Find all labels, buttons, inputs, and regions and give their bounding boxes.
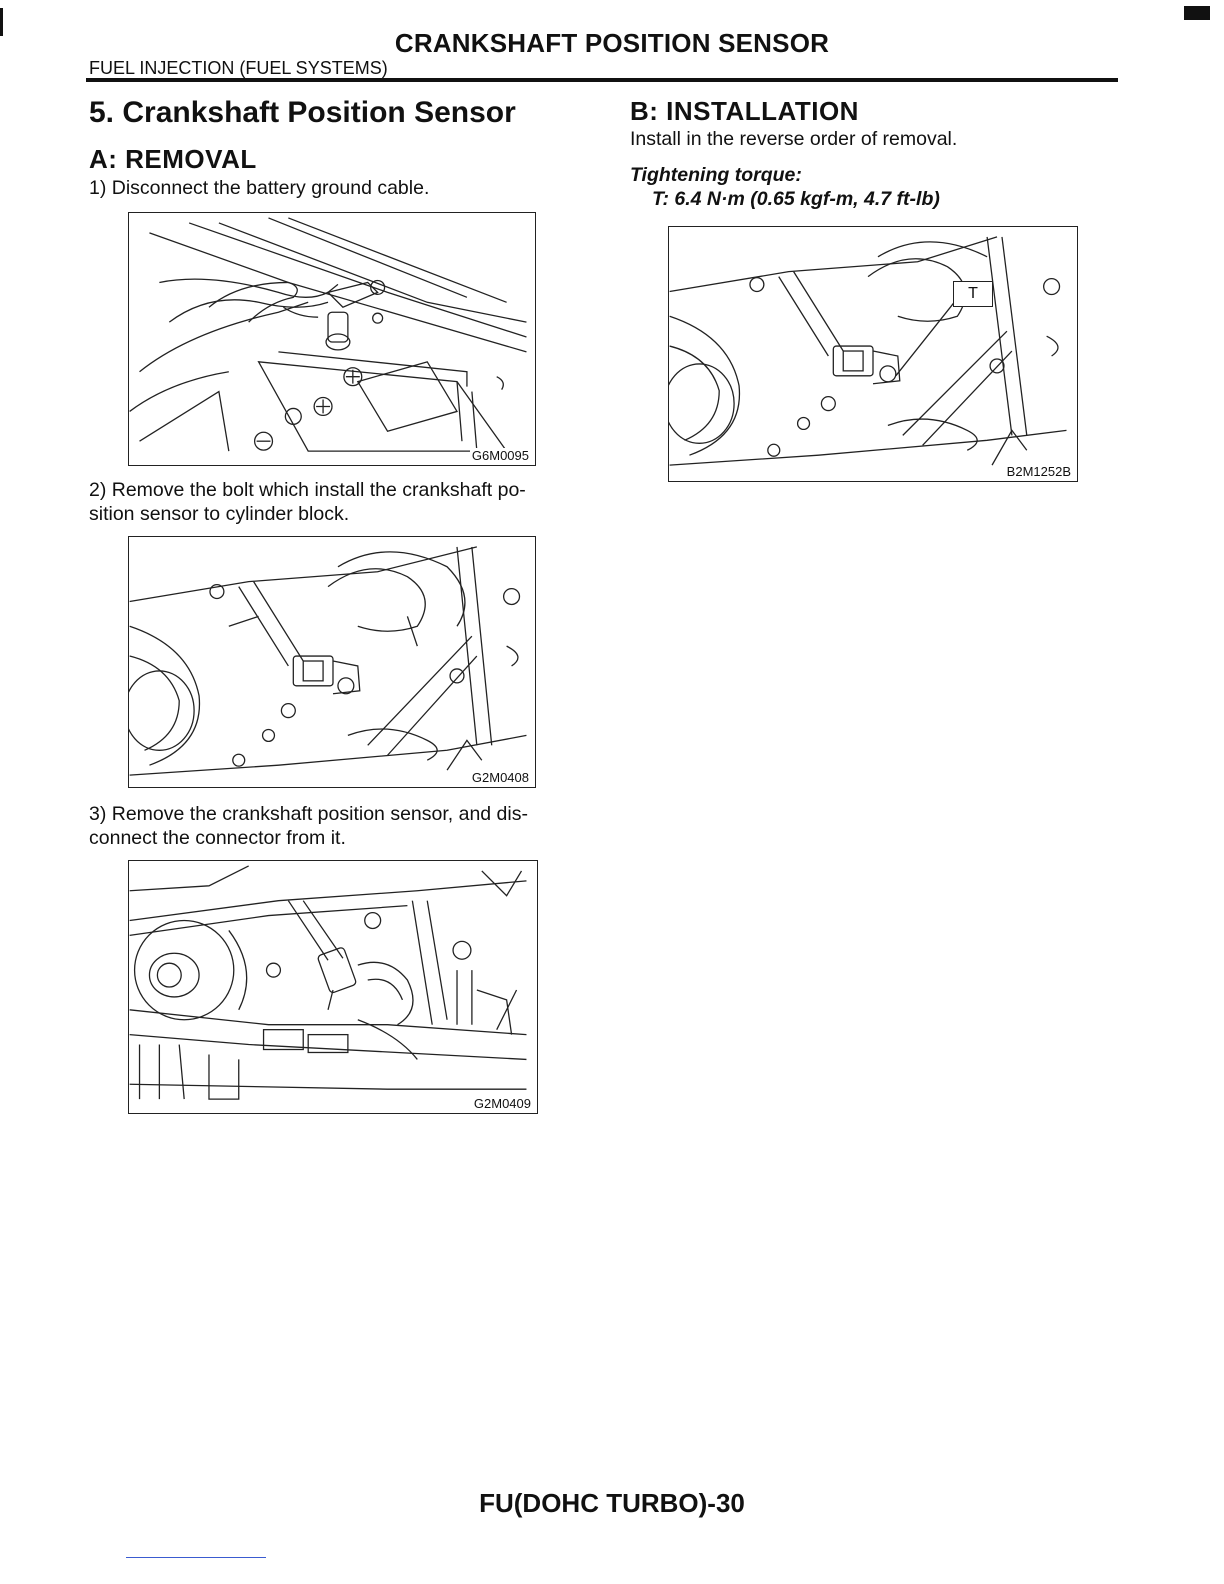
section-title: 5. Crankshaft Position Sensor: [89, 96, 516, 129]
figure-code: G2M0409: [473, 1096, 531, 1111]
page-subtitle: FUEL INJECTION (FUEL SYSTEMS): [89, 58, 388, 78]
header-rule: [86, 78, 1118, 82]
footer-rule: [126, 1557, 266, 1558]
removal-step-3-line-2: connect the connector from it.: [89, 827, 346, 849]
installation-text: Install in the reverse order of removal.: [630, 128, 958, 150]
sensor-connector-illustration: [129, 861, 537, 1113]
removal-heading: A: REMOVAL: [89, 144, 257, 174]
removal-step-1: 1) Disconnect the battery ground cable.: [89, 177, 430, 199]
figure-code: G2M0408: [471, 770, 529, 785]
figure-code: G6M0095: [471, 448, 529, 463]
page-number: FU(DOHC TURBO)-30: [479, 1488, 745, 1518]
figure-sensor-connector: [128, 860, 538, 1114]
installation-illustration: [669, 227, 1077, 481]
torque-callout-box: T: [953, 281, 993, 307]
torque-label: Tightening torque:: [630, 164, 802, 186]
torque-value: T: 6.4 N·m (0.65 kgf-m, 4.7 ft-lb): [652, 188, 940, 210]
removal-step-3-line-1: 3) Remove the crankshaft position sensor, and dis-: [89, 803, 528, 825]
figure-code: B2M1252B: [1006, 464, 1071, 479]
figure-installation: [668, 226, 1078, 482]
removal-step-2-line-1: 2) Remove the bolt which install the crankshaft po-: [89, 479, 526, 501]
removal-step-2-line-2: sition sensor to cylinder block.: [89, 503, 350, 525]
figure-battery-ground-cable: [128, 212, 536, 466]
installation-heading: B: INSTALLATION: [630, 96, 859, 126]
battery-illustration: [129, 213, 535, 465]
corner-tab: [1184, 6, 1210, 20]
page-title: CRANKSHAFT POSITION SENSOR: [394, 28, 830, 58]
sensor-bolt-illustration: [129, 537, 535, 787]
figure-sensor-bolt: [128, 536, 536, 788]
